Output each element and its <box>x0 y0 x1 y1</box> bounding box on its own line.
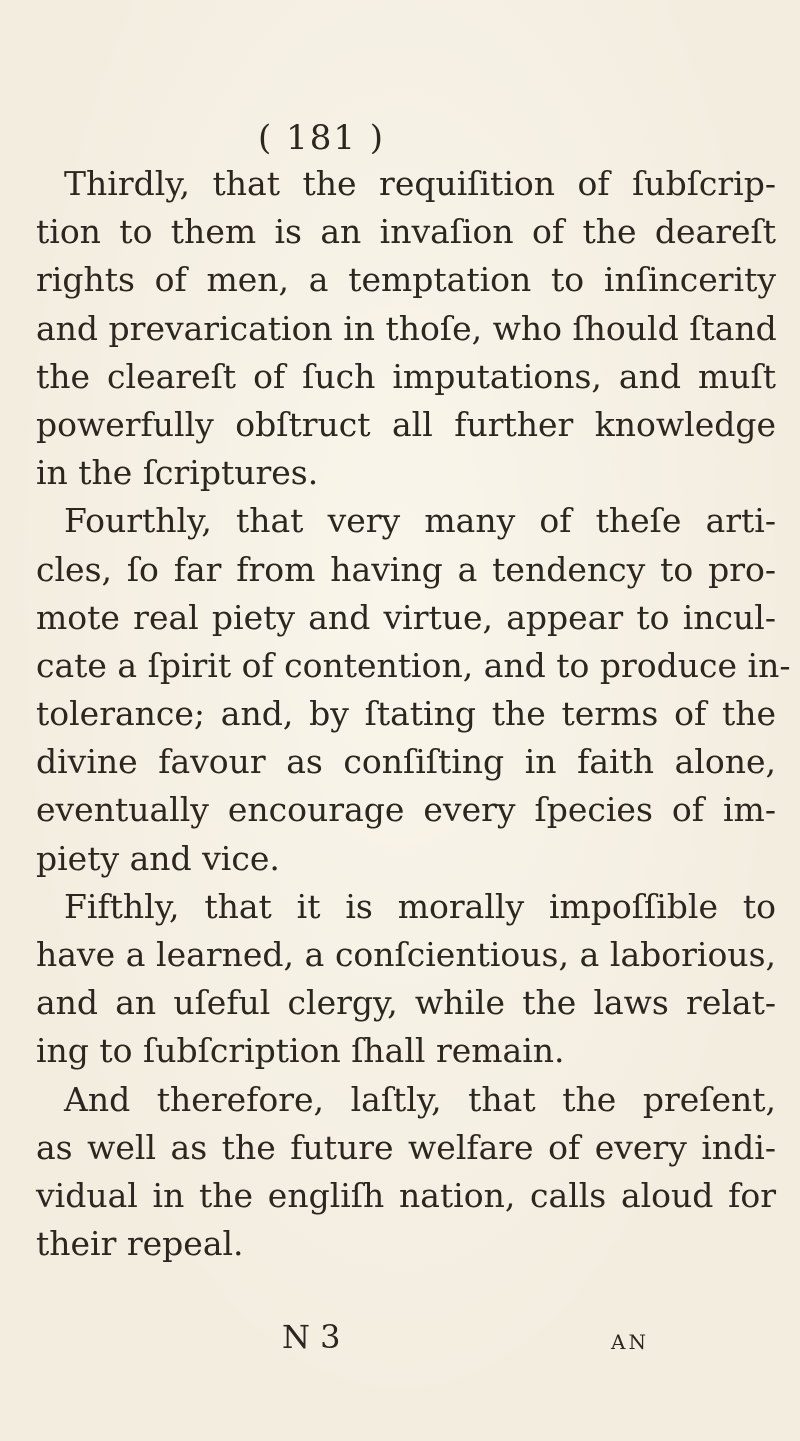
body-text <box>36 160 791 1268</box>
text-line: cate a ſpirit of contention, and to produce in- <box>36 645 791 685</box>
text-line: tion to them is an invaſion of the deareſt <box>36 212 776 252</box>
text-line: Thirdly, that the requiſition of ſubſcrip- <box>64 164 776 203</box>
text-line: divine favour as conſiſting in faith alone, <box>36 742 776 782</box>
text-line: Fifthly, that it is morally impoſſible to <box>64 886 776 926</box>
text-line: mote real piety and virtue, appear to incul- <box>36 597 776 637</box>
text-line: cles, ſo far from having a tendency to pro- <box>36 549 776 589</box>
text-line: tolerance; and, by ſtating the terms of the <box>36 694 776 734</box>
catchword: AN <box>611 1330 649 1354</box>
text-line: powerfully obſtruct all further knowledge <box>36 404 776 444</box>
text-line: the cleareſt of ſuch imputations, and muſt <box>36 356 776 396</box>
text-line: in the ſcriptures. <box>36 453 319 493</box>
text-line: And therefore, laſtly, that the preſent, <box>64 1079 776 1119</box>
text-line: Fourthly, that very many of theſe arti- <box>64 501 776 541</box>
text-line: and an uſeful clergy, while the laws relat- <box>36 983 776 1023</box>
text-line: piety and vice. <box>36 838 280 878</box>
text-line: and prevarication in thoſe, who ſhould ſtand <box>36 308 777 348</box>
text-line: vidual in the engliſh nation, calls aloud for <box>36 1175 776 1215</box>
text-line: ing to ſubſcription ſhall remain. <box>36 1031 565 1071</box>
page-number-header: ( 181 ) <box>258 118 386 158</box>
signature-mark: N 3 <box>282 1318 341 1356</box>
text-line: rights of men, a temptation to inſincerity <box>36 260 776 300</box>
text-line: have a learned, a conſcientious, a laborious, <box>36 935 776 974</box>
text-line: eventually encourage every ſpecies of im- <box>36 790 776 830</box>
text-line: as well as the future welfare of every indi- <box>36 1127 776 1167</box>
text-line: their repeal. <box>36 1224 244 1264</box>
